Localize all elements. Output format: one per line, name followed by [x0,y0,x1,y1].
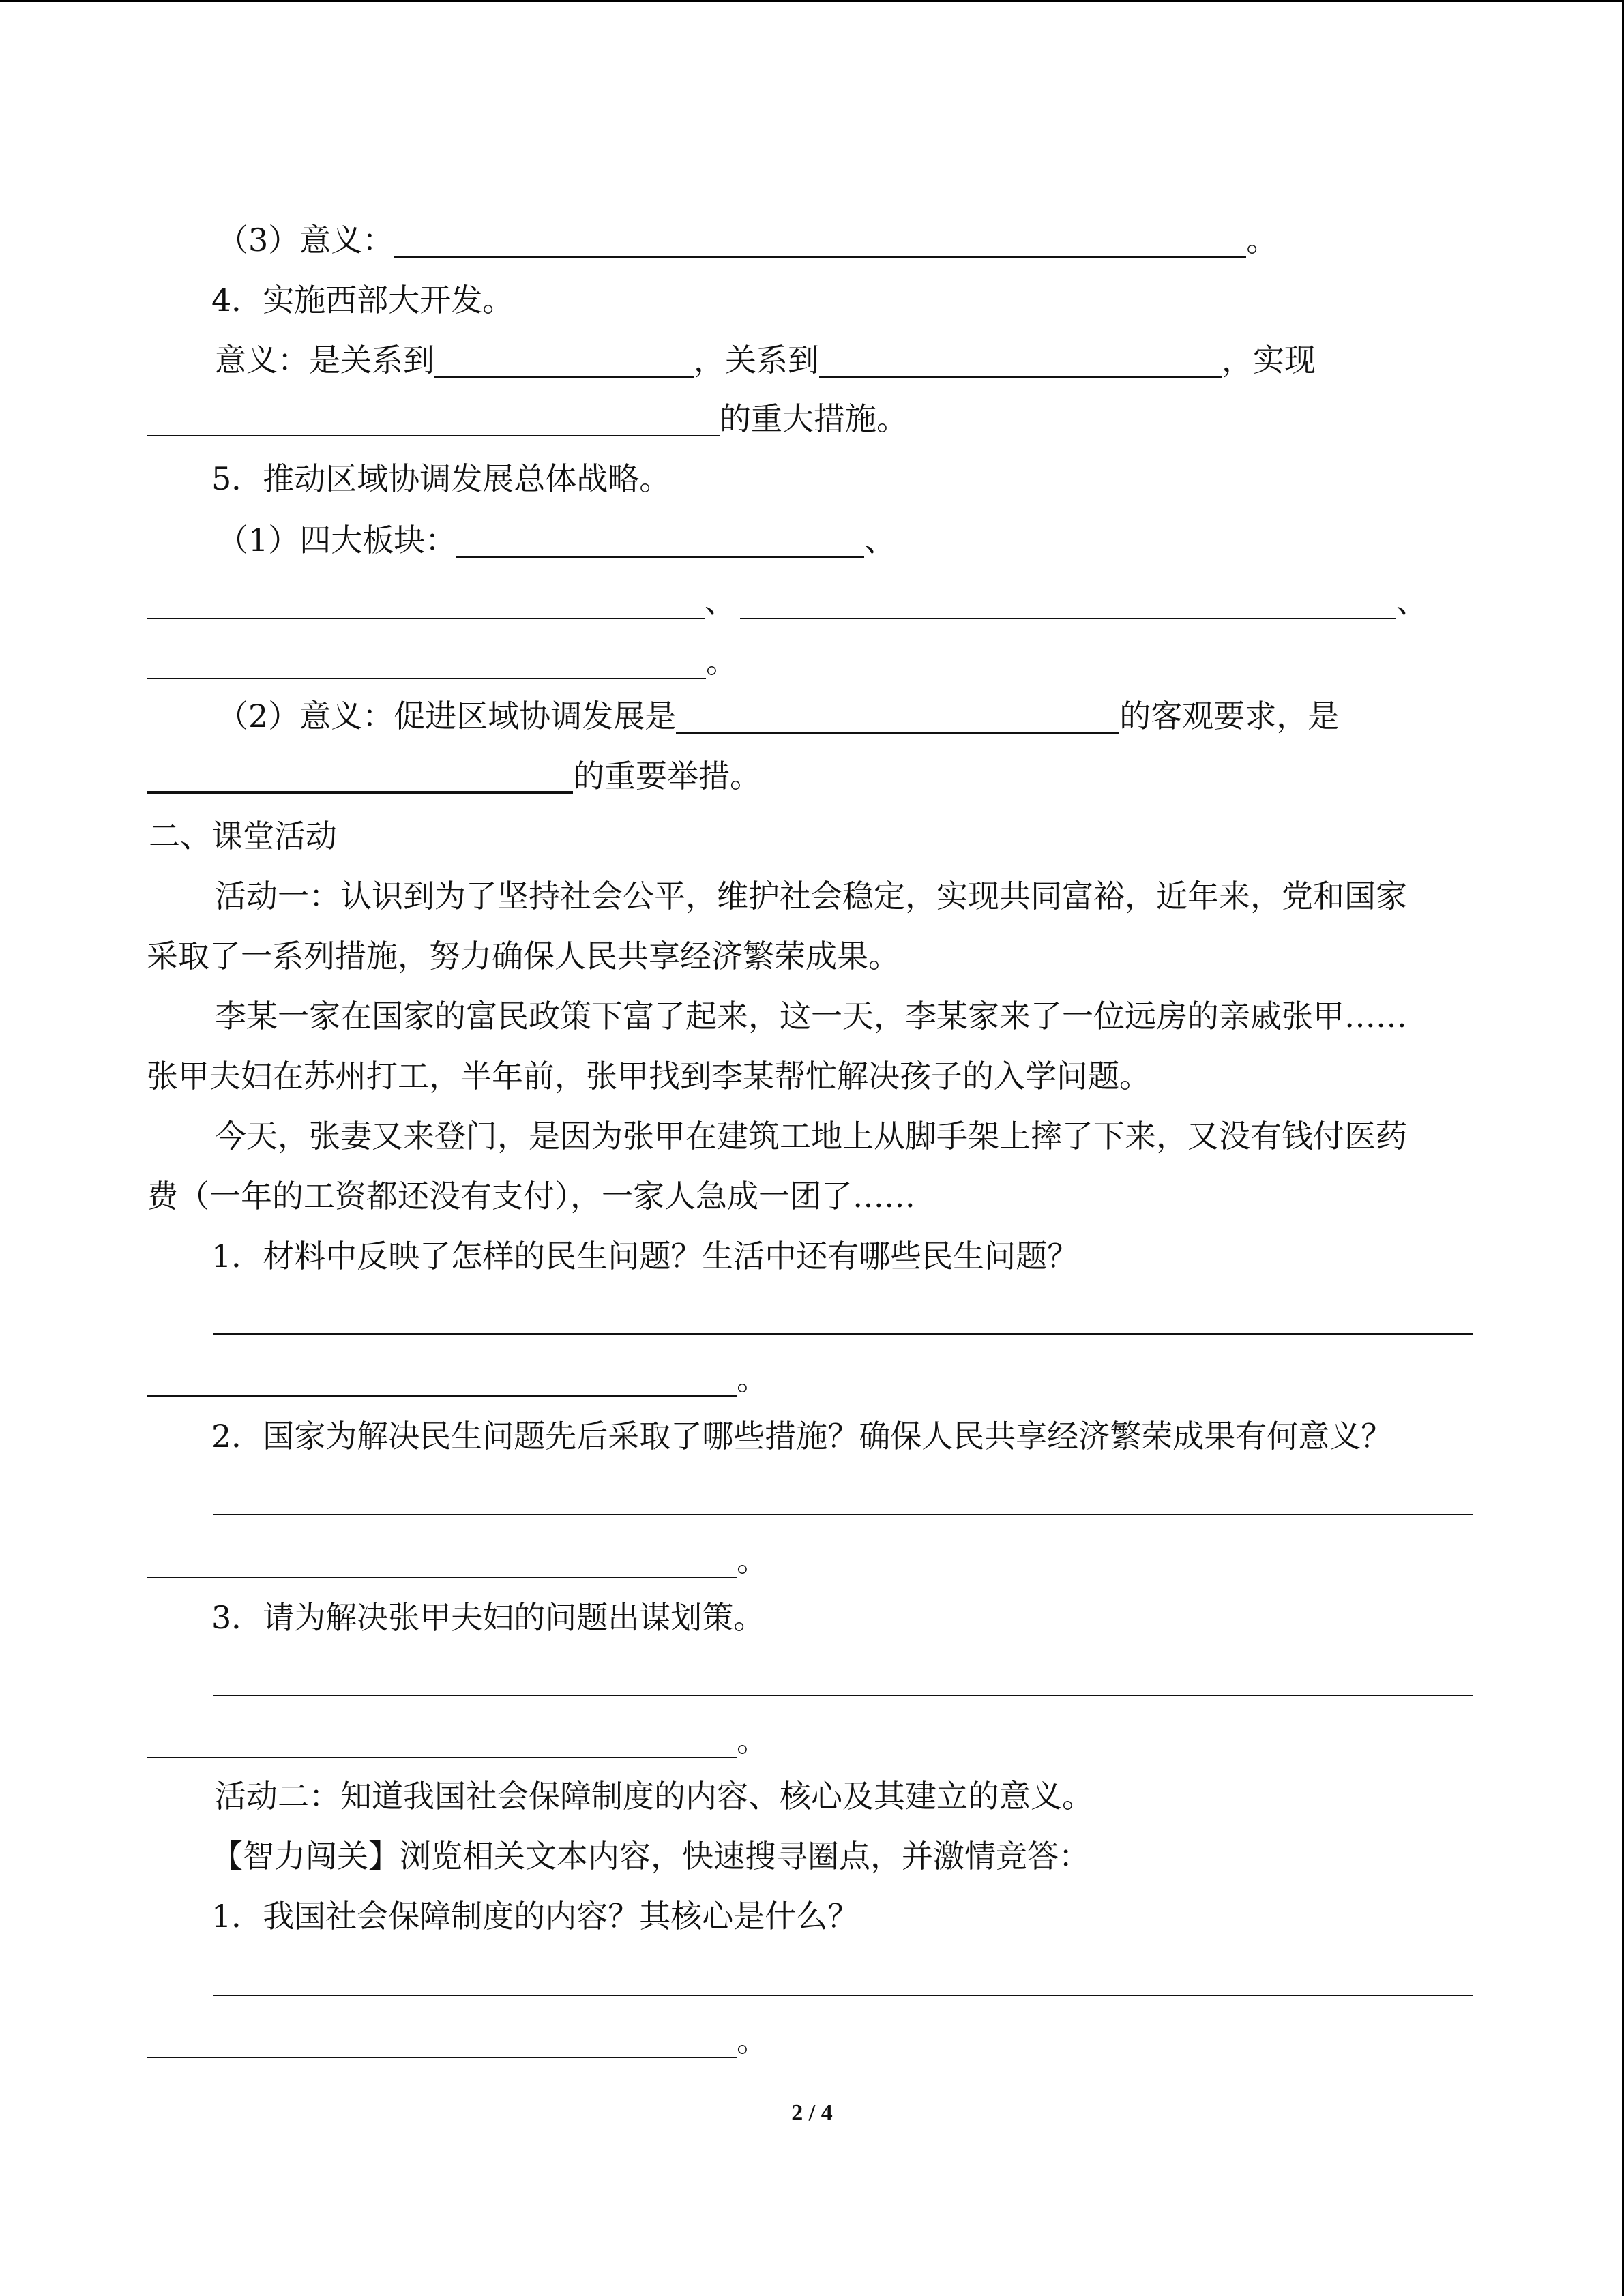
story-paragraph-1-cont: 张甲夫妇在苏州打工，半年前，张甲找到李某帮忙解决孩子的入学问题。 [147,1058,1151,1094]
heading-west-development: 4．实施西部大开发。 [211,282,514,318]
line-four-regions: （1）四大板块： 、 [217,522,896,558]
line-significance-3: （3）意义： 。 [217,222,1278,258]
answer-line-end: 。 [147,2020,768,2061]
question-4: 1．我国社会保障制度的内容？其核心是什么？ [211,1898,859,1935]
line-regional-significance-cont: 的重要举措。 [147,756,761,796]
answer-line[interactable] [213,1695,1473,1696]
answer-line-end: 。 [147,1358,768,1399]
fill-blank[interactable] [147,1364,737,1397]
activity-one-text-cont: 采取了一系列措施，努力确保人民共享经济繁荣成果。 [147,938,900,974]
line-four-regions-end: 。 [147,641,737,682]
answer-line-end: 。 [147,1540,768,1581]
fill-blank[interactable] [434,345,694,378]
answer-line[interactable] [213,1333,1473,1335]
question-1: 1．材料中反映了怎样的民生问题？生活中还有哪些民生问题？ [211,1238,1079,1274]
fill-blank[interactable] [147,404,720,436]
line-west-significance-cont: 的重大措施。 [147,398,908,439]
story-paragraph-2-cont: 费（一年的工资都还没有支付），一家人急成一团了…… [147,1178,915,1214]
heading-regional-strategy: 5．推动区域协调发展总体战略。 [211,460,671,497]
answer-line[interactable] [213,1514,1473,1515]
fill-blank[interactable] [147,1725,737,1758]
question-2: 2．国家为解决民生问题先后采取了哪些措施？确保人民共享经济繁荣成果有何意义？ [211,1418,1393,1455]
fill-blank[interactable] [456,525,864,558]
fill-blank[interactable] [819,345,1222,378]
line-regional-significance: （2）意义：促进区域协调发展是 的客观要求，是 [217,698,1340,734]
line-four-regions-cont: 、 、 [147,581,1428,622]
fill-blank[interactable] [147,646,706,679]
fill-blank[interactable] [147,586,705,619]
fill-blank[interactable] [394,225,1246,258]
fill-blank[interactable] [147,760,573,794]
challenge-instructions: 【智力闯关】浏览相关文本内容，快速搜寻圈点，并激情竞答： [211,1838,1090,1875]
section-heading-class-activities: 二、课堂活动 [149,818,337,854]
question-3: 3．请为解决张甲夫妇的问题出谋划策。 [211,1599,765,1636]
fill-blank[interactable] [676,701,1119,734]
fill-blank[interactable] [740,586,1396,619]
fill-blank[interactable] [147,2025,737,2058]
story-paragraph-1: 李某一家在国家的富民政策下富了起来，这一天，李某家来了一位远房的亲戚张甲…… [215,998,1407,1034]
answer-line[interactable] [213,1995,1473,1996]
page-border-top [0,0,1624,2]
activity-one-text: 活动一：认识到为了坚持社会公平，维护社会稳定，实现共同富裕，近年来，党和国家 [215,878,1407,914]
fill-blank[interactable] [147,1545,737,1578]
story-paragraph-2: 今天，张妻又来登门，是因为张甲在建筑工地上从脚手架上摔了下来，又没有钱付医药 [215,1118,1407,1154]
answer-line-end: 。 [147,1720,768,1761]
line-west-significance: 意义：是关系到 ，关系到 ，实现 [215,342,1316,378]
activity-two-text: 活动二：知道我国社会保障制度的内容、核心及其建立的意义。 [215,1778,1093,1815]
page-number: 2 / 4 [791,2100,833,2126]
